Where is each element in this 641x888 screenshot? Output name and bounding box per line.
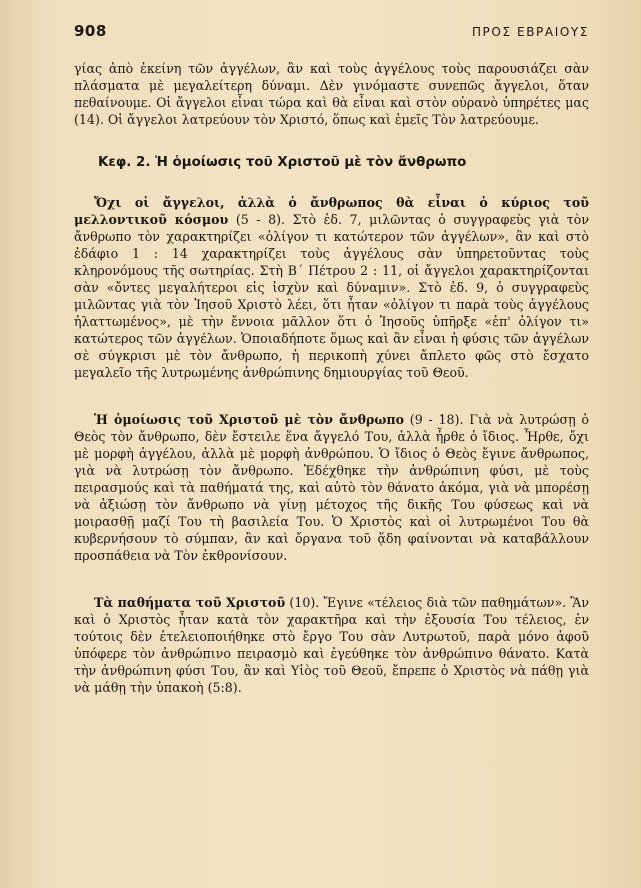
section-paragraph-sufferings <box>74 594 589 696</box>
section-paragraph-angels <box>74 194 589 381</box>
running-title: ΠΡΟΣ ΕΒΡΑΙΟΥΣ <box>471 25 589 39</box>
section-body: (9 - 18). Γιὰ νὰ λυτρώσῃ ὁ Θεὸς τὸν ἄνθρωπο, δὲν ἔστειλε ἕνα ἄγγελό Του, ἀλλὰ ἦρθε ὁ ἴδιος. Ἦρθε, ὄχι μὲ μορφὴ ἀγγέλου, ἀλλὰ μὲ μορφὴ ἀνθρώπου. Ὁ ἴδιος ὁ Θεὸς ἔγινε ἄνθρωπος, γιὰ νὰ λυτρώσῃ τὸν ἄνθρωπο. Ἐδέχθηκε τὴν ἀνθρώπινη φύσι, μὲ τοὺς πειρασμούς καὶ τὰ παθήματά της, καὶ αὐτὸ τὸν θάνατο ἀκόμα, γιὰ νὰ μπορέσῃ νὰ ἀξιώσῃ τὸν ἄνθρωπο νὰ γίνῃ μέτοχος τῆς δικῆς Του φύσεως καὶ νὰ μοιρασθῇ μαζί Του τὴ βασιλεία Του. Ὁ Χριστὸς καὶ οἱ λυτρωμένοι Του θὰ κυβερνήσουν τὸ σύμπαν, ἂν καὶ ὄργανα τοῦ ᾅδη φαίνονται νὰ καταβάλλουν προσπάθεια νὰ Τὸν ἐκθρονίσουν. <box>74 412 589 563</box>
section-subheading: Τὰ παθήματα τοῦ Χριστοῦ <box>94 595 286 610</box>
chapter-heading: Κεφ. 2. Ἡ ὁμοίωσις τοῦ Χριστοῦ μὲ τὸν ἄνθρωπο <box>98 155 467 170</box>
section-subheading: Ὄχι οἱ ἄγγελοι, ἀλλὰ ὁ ἄνθρωπος θὰ εἶναι ὁ κύριος τοῦ μελλοντικοῦ κόσμου <box>74 195 589 227</box>
section-paragraph-likeness <box>74 411 589 564</box>
page-number: 908 <box>74 22 107 40</box>
section-body: (5 - 8). Στὸ ἐδ. 7, μιλῶντας ὁ συγγραφεὺς γιὰ τὸν ἄνθρωπο τὸν χαρακτηρίζει «ὀλίγον τι κατώτερον τῶν ἀγγέλων», ἂν καὶ στὸ ἐδάφιο 1 : 14 χαρακτηρίζει τοὺς ἀγγέλους σὰν ὑπηρετοῦντας τοὺς κληρονόμους τῆς σωτηρίας. Στὴ Β΄ Πέτρου 2 : 11, οἱ ἄγγελοι χαρακτηρίζονται σὰν «ὄντες μεγαλήτεροι εἰς ἰσχὺν καὶ δύναμιν». Στὸ ἐδ. 9, ὁ συγγραφεὺς μιλῶντας γιὰ τὸν Ἰησοῦ Χριστὸ λέει, ὅτι ἦταν «ὀλίγον τι παρὰ τοὺς ἀγγέλους ἠλαττωμένος», μὲ τὴν ἔννοια μᾶλλον ὅτι ὁ Ἰησοῦς ὑπῆρξε «ἐπ' ὀλίγον τι» κατώτερος τῶν ἀγγέλων. Ὁποιαδήποτε ὅμως καὶ ἂν εἶναι ἡ φύσις τῶν ἀγγέλων σὲ σύγκρισι μὲ τὸν ἄνθρωπο, ἡ περικοπὴ χύνει ἄπλετο φῶς στὸ ἔσχατο μεγαλεῖο τῆς λυτρωμένης ἀνθρώπινης δημιουργίας τοῦ Θεοῦ. <box>74 212 589 380</box>
running-header <box>74 22 589 46</box>
intro-paragraph: γίας ἀπὸ ἐκείνη τῶν ἀγγέλων, ἂν καὶ τοὺς ἀγγέλους τοὺς παρουσιάζει σὰν πλάσματα μὲ μεγαλείτερη δύναμι. Δὲν γινόμαστε συνεπῶς ἄγγελοι, ὅταν πεθαίνουμε. Οἱ ἄγγελοι εἶναι τώρα καὶ θὰ εἶναι καὶ στὸν οὐρανὸ ὑπηρέτες μας (14). Οἱ ἄγγελοι λατρεύουν τὸν Χριστό, ὅπως καὶ ἐμεῖς Τὸν λατρεύουμε. <box>74 61 589 127</box>
section-subheading: Ἡ ὁμοίωσις τοῦ Χριστοῦ μὲ τὸν ἄνθρωπο <box>94 412 404 427</box>
section-body: (10). Ἔγινε «τέλειος διὰ τῶν παθημάτων». Ἂν καὶ ὁ Χριστὸς ἦταν κατὰ τὸν χαρακτῆρα καὶ τὴν ἐξουσία Του τέλειος, ἐν τούτοις δὲν ἐτελειοποιήθηκε στὸ ἔργο Του σὰν Λυτρωτοῦ, παρὰ μόνο ἀφοῦ ὑπόφερε τὸν ἀνθρώπινο πειρασμὸ καὶ ἐγεύθηκε τὸν ἀνθρώπινο θάνατο. Κατὰ τὴν ἀνθρώπινη φύσι Του, ἂν καὶ Υἱὸς τοῦ Θεοῦ, ἔπρεπε ὁ Χριστὸς νὰ πάθῃ γιὰ νὰ μάθῃ τὴν ὑπακοὴ (5:8). <box>74 595 589 695</box>
